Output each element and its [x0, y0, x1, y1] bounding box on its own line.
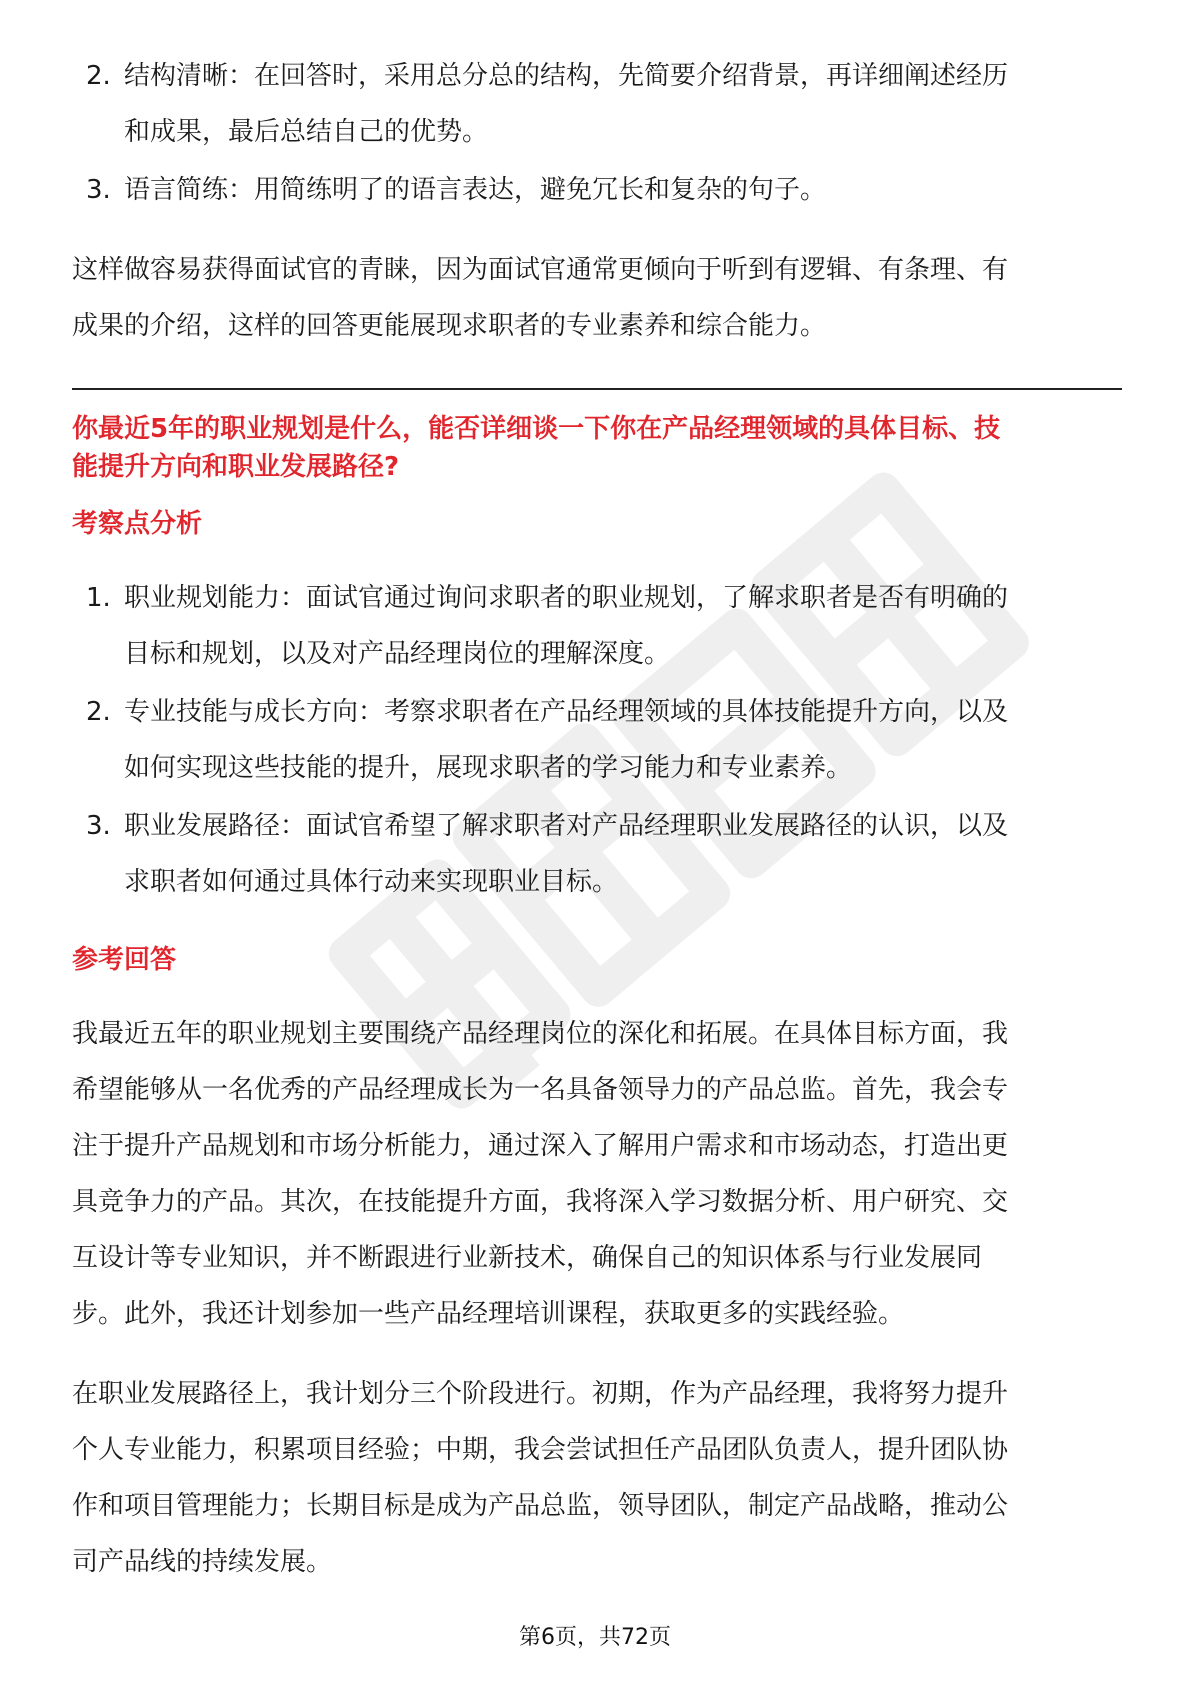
list-text-line: 语言简练：用简练明了的语言表达，避免冗长和复杂的句子。	[124, 175, 827, 205]
list-text-line: 和成果，最后总结自己的优势。	[124, 117, 489, 147]
list-item: 1. 职业规划能力：面试官通过询问求职者的职业规划，了解求职者是否有明确的 目标和规划，以及对产品经理岗位的理解深度。	[72, 570, 1122, 682]
list-number: 3.	[86, 175, 111, 205]
list-text-line: 结构清晰：在回答时，采用总分总的结构，先简要介绍背景，再详细阐述经历	[124, 61, 1009, 91]
list-number: 2.	[86, 61, 111, 91]
list-number: 1.	[86, 583, 111, 613]
list-number: 3.	[86, 811, 111, 841]
analysis-list	[72, 570, 1122, 910]
page-footer: 第6页，共72页	[519, 1625, 671, 1650]
interview-question: 你最近5年的职业规划是什么，能否详细谈一下你在产品经理领域的具体目标、技 能提升方向和职业发展路径?	[72, 414, 1001, 482]
list-item: 3. 职业发展路径：面试官希望了解求职者对产品经理职业发展路径的认识，以及 求职者如何通过具体行动来实现职业目标。	[72, 798, 1122, 910]
analysis-title: 考察点分析	[72, 509, 203, 539]
answer-paragraph-1: 我最近五年的职业规划主要围绕产品经理岗位的深化和拓展。在具体目标方面，我 希望能够从一名优秀的产品经理成长为一名具备领导力的产品总监。首先，我会专 注于提升产品规划和市场分析能力，通过深入了解用户需求和市场动态，打造出更 具竞争力的产品。其次，在技能提升方面，我将深入学习数据分析、用户研究、交 互设计等专业知识，并不断跟进行业新技术，确保自己的知识体系与行业发展同 步。此外，我还计划参加一些产品经理培训课程，获取更多的实践经验。	[72, 1019, 1009, 1329]
page-content	[72, 48, 1122, 1590]
list-number: 2.	[86, 697, 111, 727]
answer-title: 参考回答	[72, 945, 177, 975]
intro-paragraph: 这样做容易获得面试官的青睐，因为面试官通常更倾向于听到有逻辑、有条理、有 成果的介绍，这样的回答更能展现求职者的专业素养和综合能力。	[72, 255, 1009, 341]
answer-paragraph-2: 在职业发展路径上，我计划分三个阶段进行。初期，作为产品经理，我将努力提升 个人专业能力，积累项目经验；中期，我会尝试担任产品团队负责人，提升团队协 作和项目管理能力；长期目标是成为产品总监，领导团队，制定产品战略，推动公 司产品线的持续发展。	[72, 1379, 1009, 1577]
list-item	[72, 162, 1122, 218]
list-item	[72, 48, 1122, 160]
top-list	[72, 48, 1122, 218]
list-item: 2. 专业技能与成长方向：考察求职者在产品经理领域的具体技能提升方向，以及 如何实现这些技能的提升，展现求职者的学习能力和专业素养。	[72, 684, 1122, 796]
